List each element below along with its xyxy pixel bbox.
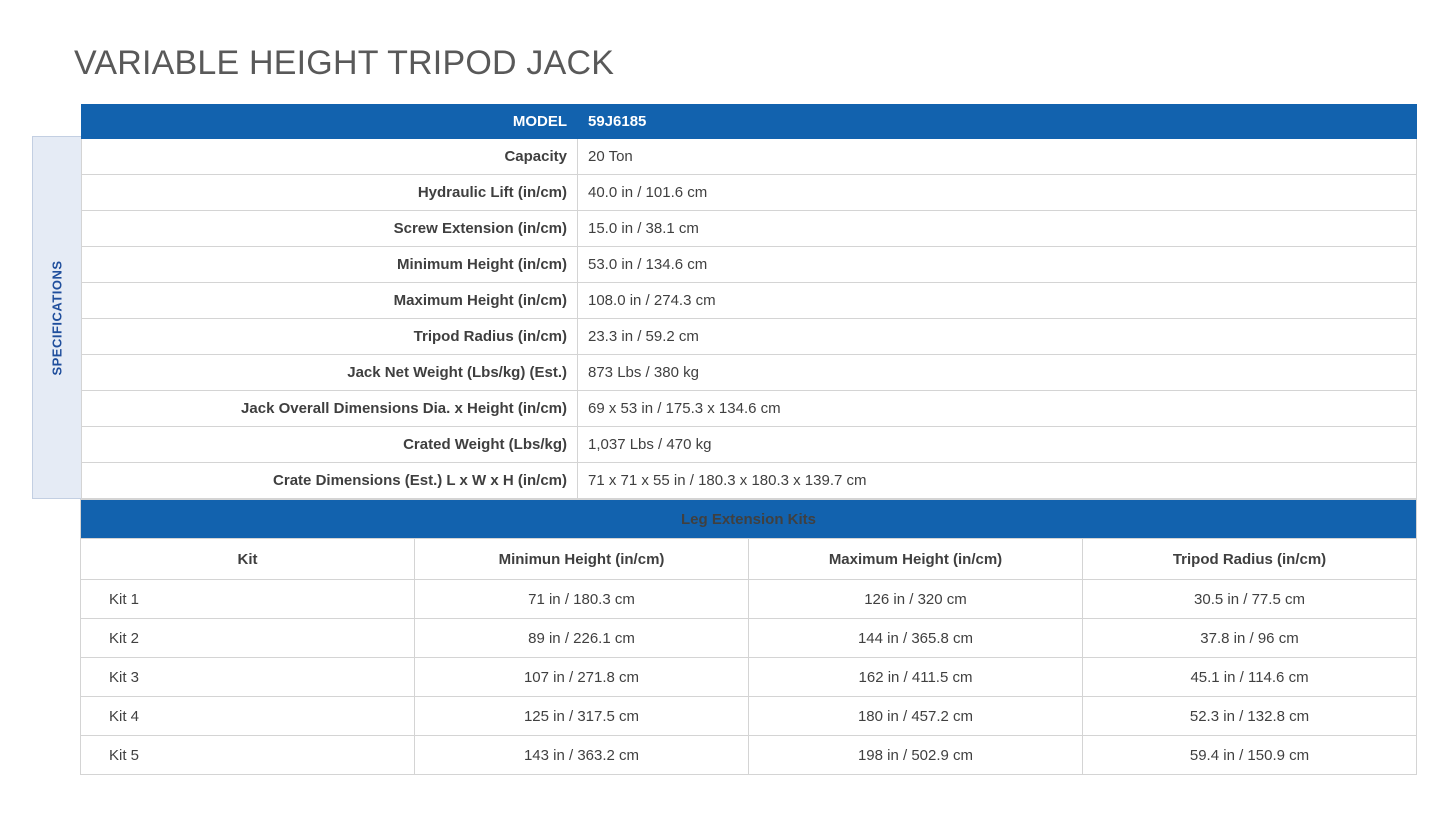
kit-min-height: 71 in / 180.3 cm (415, 580, 749, 619)
kits-section-title: Leg Extension Kits (81, 500, 1417, 539)
spec-label: Jack Net Weight (Lbs/kg) (Est.) (82, 355, 578, 391)
spec-label: Tripod Radius (in/cm) (82, 319, 578, 355)
spec-value: 40.0 in / 101.6 cm (578, 175, 1417, 211)
kit-name: Kit 1 (81, 580, 415, 619)
spec-label: Jack Overall Dimensions Dia. x Height (in/cm) (82, 391, 578, 427)
kits-column-header-row (81, 539, 1417, 580)
kit-max-height: 144 in / 365.8 cm (749, 619, 1083, 658)
kit-min-height: 89 in / 226.1 cm (415, 619, 749, 658)
kit-max-height: 126 in / 320 cm (749, 580, 1083, 619)
table-row (82, 319, 1417, 355)
spec-sheet (32, 104, 1417, 775)
model-value: 59J6185 (578, 105, 1417, 139)
kit-tripod-radius: 59.4 in / 150.9 cm (1083, 736, 1417, 775)
kit-max-height: 198 in / 502.9 cm (749, 736, 1083, 775)
table-row (82, 355, 1417, 391)
table-row (82, 211, 1417, 247)
kit-name: Kit 4 (81, 697, 415, 736)
spec-value: 873 Lbs / 380 kg (578, 355, 1417, 391)
kit-min-height: 143 in / 363.2 cm (415, 736, 749, 775)
table-row (82, 139, 1417, 175)
kits-section-header (81, 500, 1417, 539)
kits-col-tripod-radius: Tripod Radius (in/cm) (1083, 539, 1417, 580)
spec-label: Capacity (82, 139, 578, 175)
kit-name: Kit 5 (81, 736, 415, 775)
specifications-table (81, 104, 1417, 499)
page-title: VARIABLE HEIGHT TRIPOD JACK (74, 44, 615, 82)
spec-label: Crated Weight (Lbs/kg) (82, 427, 578, 463)
leg-extension-kits-table (80, 499, 1417, 775)
spec-label: Screw Extension (in/cm) (82, 211, 578, 247)
kit-max-height: 180 in / 457.2 cm (749, 697, 1083, 736)
kits-col-max-height: Maximum Height (in/cm) (749, 539, 1083, 580)
spec-value: 20 Ton (578, 139, 1417, 175)
table-row (82, 175, 1417, 211)
spec-value: 1,037 Lbs / 470 kg (578, 427, 1417, 463)
specifications-side-panel (32, 136, 81, 499)
spec-label: Hydraulic Lift (in/cm) (82, 175, 578, 211)
kits-col-kit: Kit (81, 539, 415, 580)
spec-value: 53.0 in / 134.6 cm (578, 247, 1417, 283)
kit-name: Kit 3 (81, 658, 415, 697)
table-row (81, 619, 1417, 658)
table-row (82, 247, 1417, 283)
kit-max-height: 162 in / 411.5 cm (749, 658, 1083, 697)
kit-tripod-radius: 37.8 in / 96 cm (1083, 619, 1417, 658)
table-row (81, 697, 1417, 736)
spec-value: 69 x 53 in / 175.3 x 134.6 cm (578, 391, 1417, 427)
kit-name: Kit 2 (81, 619, 415, 658)
spec-value: 71 x 71 x 55 in / 180.3 x 180.3 x 139.7 cm (578, 463, 1417, 499)
model-header-row (82, 105, 1417, 139)
spec-value: 15.0 in / 38.1 cm (578, 211, 1417, 247)
model-label: MODEL (82, 105, 578, 139)
kit-tripod-radius: 45.1 in / 114.6 cm (1083, 658, 1417, 697)
kit-min-height: 125 in / 317.5 cm (415, 697, 749, 736)
table-row (82, 391, 1417, 427)
spec-value: 23.3 in / 59.2 cm (578, 319, 1417, 355)
table-row (82, 427, 1417, 463)
table-row (81, 658, 1417, 697)
table-row (81, 736, 1417, 775)
kit-tripod-radius: 52.3 in / 132.8 cm (1083, 697, 1417, 736)
specifications-section (32, 104, 1417, 499)
kits-col-min-height: Minimun Height (in/cm) (415, 539, 749, 580)
kit-tripod-radius: 30.5 in / 77.5 cm (1083, 580, 1417, 619)
spec-label: Crate Dimensions (Est.) L x W x H (in/cm) (82, 463, 578, 499)
table-row (81, 580, 1417, 619)
kit-min-height: 107 in / 271.8 cm (415, 658, 749, 697)
specifications-side-label: SPECIFICATIONS (49, 259, 65, 376)
spec-label: Minimum Height (in/cm) (82, 247, 578, 283)
spec-value: 108.0 in / 274.3 cm (578, 283, 1417, 319)
spec-label: Maximum Height (in/cm) (82, 283, 578, 319)
table-row (82, 283, 1417, 319)
table-row (82, 463, 1417, 499)
